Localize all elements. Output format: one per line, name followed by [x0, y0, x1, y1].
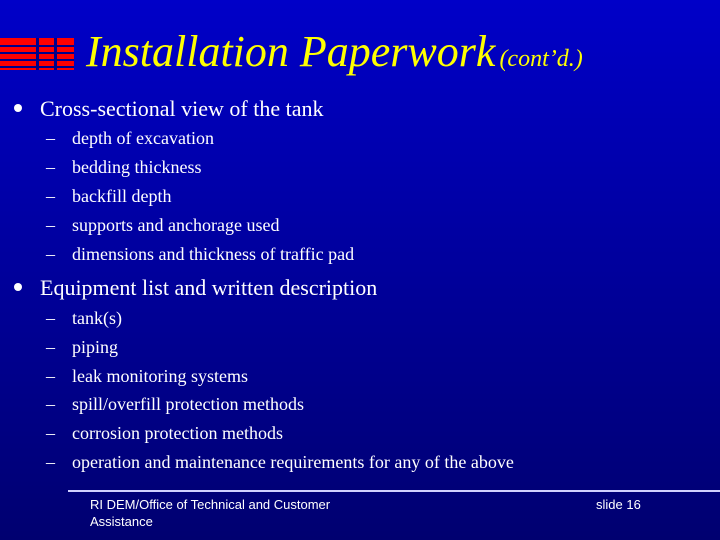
- subitem-text: leak monitoring systems: [72, 366, 248, 386]
- subitem-text: backfill depth: [72, 186, 172, 206]
- slide-number: slide 16: [596, 497, 641, 512]
- subitem: [46, 244, 354, 265]
- subitem-text: supports and anchorage used: [72, 215, 280, 235]
- dash-icon: –: [46, 394, 55, 414]
- footer-divider: [68, 490, 720, 492]
- footer-organization: RI DEM/Office of Technical and Customer Assistance: [90, 497, 331, 529]
- bullet-dot-icon: [14, 104, 22, 112]
- dash-icon: –: [46, 452, 55, 472]
- subitem: [46, 215, 279, 236]
- subitem: [46, 308, 122, 329]
- subitem-text: corrosion protection methods: [72, 423, 283, 443]
- bullet-text: Equipment list and written description: [40, 275, 378, 300]
- subitem: [46, 366, 248, 387]
- subitem-text: operation and maintenance requirements for any of the above: [72, 452, 514, 472]
- subitem: [46, 394, 304, 415]
- bullet-text: Cross-sectional view of the tank: [40, 96, 324, 121]
- dash-icon: –: [46, 366, 55, 386]
- dash-icon: –: [46, 308, 55, 328]
- subitem-text: depth of excavation: [72, 128, 214, 148]
- bullet-dot-icon: [14, 283, 22, 291]
- title-subtitle: (cont’d.): [499, 46, 583, 72]
- subitem-text: spill/overfill protection methods: [72, 394, 304, 414]
- dash-icon: –: [46, 215, 55, 235]
- striped-logo-icon: [0, 32, 82, 70]
- slide-title: [86, 26, 583, 77]
- subitem-text: piping: [72, 337, 119, 357]
- subitem-text: tank(s): [72, 308, 122, 328]
- subitem: [46, 337, 118, 358]
- subitem: [46, 186, 171, 207]
- subitem-text: bedding thickness: [72, 157, 202, 177]
- bullet-cross-sectional: [14, 96, 324, 122]
- subitem: [46, 157, 201, 178]
- subitem: [46, 128, 214, 149]
- subitem: [46, 452, 514, 473]
- dash-icon: –: [46, 157, 55, 177]
- subitem-text: dimensions and thickness of traffic pad: [72, 244, 355, 264]
- dash-icon: –: [46, 423, 55, 443]
- title-main: Installation Paperwork: [86, 27, 496, 76]
- dash-icon: –: [46, 128, 55, 148]
- bullet-equipment-list: [14, 275, 377, 301]
- dash-icon: –: [46, 244, 55, 264]
- subitem: [46, 423, 283, 444]
- dash-icon: –: [46, 337, 55, 357]
- dash-icon: –: [46, 186, 55, 206]
